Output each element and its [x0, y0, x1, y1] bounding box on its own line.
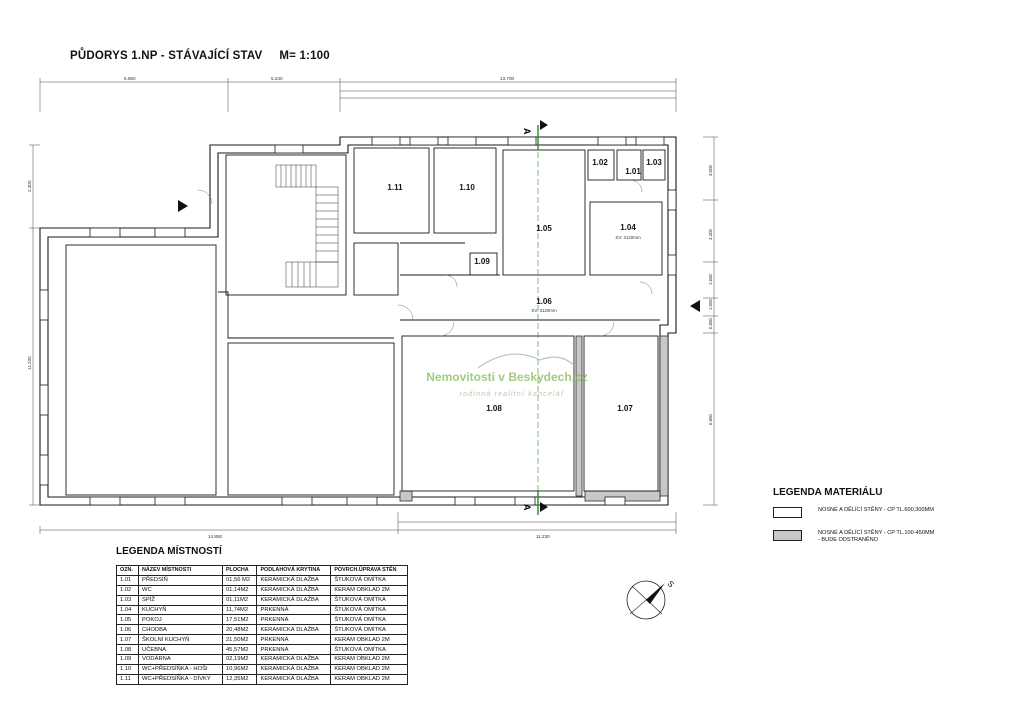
- room-legend-cell: 1.10: [117, 664, 139, 674]
- room-legend-cell: KERAMICKÁ DLAŽBA: [257, 575, 331, 585]
- room-legend-cell: PRKENNÁ: [257, 605, 331, 615]
- material-item-2-line-1: NOSNÉ A DĚLÍCÍ STĚNY - CP TL.100-450MM: [818, 530, 935, 536]
- room-legend-row: [117, 595, 408, 605]
- room-legend-cell: 1.01: [117, 575, 139, 585]
- room-legend-row: [117, 645, 408, 655]
- dim-bottom-1: 14.850: [208, 534, 223, 539]
- room-1-08-label: 1.08: [486, 404, 502, 413]
- room-legend-cell: KERAMICKÁ DLAŽBA: [257, 655, 331, 665]
- room-legend-row: [117, 664, 408, 674]
- room-legend-cell: 01,56 M2: [222, 575, 257, 585]
- material-legend-title: LEGENDA MATERIÁLU: [773, 487, 883, 498]
- room-legend-cell: ŠTUKOVÁ OMÍTKA: [331, 625, 408, 635]
- bottom-dimension-lines: [40, 512, 676, 534]
- material-swatch-grey: [773, 530, 802, 541]
- room-legend-title: LEGENDA MÍSTNOSTÍ: [116, 546, 222, 557]
- dim-left-1: 2.300: [27, 180, 32, 192]
- room-legend-row: [117, 615, 408, 625]
- dim-right-2: 3.300: [708, 229, 713, 240]
- room-legend-cell: KERAMICKÁ DLAŽBA: [257, 585, 331, 595]
- room-legend-cell: 21,50M2: [222, 635, 257, 645]
- room-legend-cell: KERAMICKÁ DLAŽBA: [257, 674, 331, 684]
- room-legend-cell: KERAM OBKLAD 2M: [331, 674, 408, 684]
- room-legend-cell: ŠTUKOVÁ OMÍTKA: [331, 595, 408, 605]
- room-legend-cell: 1.06: [117, 625, 139, 635]
- removable-walls: [400, 336, 668, 501]
- room-legend-row: [117, 674, 408, 684]
- room-legend-cell: SPÍŽ: [139, 595, 223, 605]
- top-dimension-texts: [124, 76, 514, 81]
- north-label: S: [665, 579, 676, 590]
- watermark: [426, 354, 587, 398]
- room-legend-cell: 1.08: [117, 645, 139, 655]
- room-legend-cell: KERAMICKÁ DLAŽBA: [257, 664, 331, 674]
- room-legend-cell: PRKENNÁ: [257, 635, 331, 645]
- header-code: OZN.: [117, 566, 139, 576]
- room-1-02-label: 1.02: [592, 158, 608, 167]
- room-legend-cell: 1.11: [117, 674, 139, 684]
- room-legend-cell: ŠTUKOVÁ OMÍTKA: [331, 615, 408, 625]
- room-legend-table: [116, 565, 408, 685]
- section-label-bottom: A: [522, 504, 532, 511]
- room-legend-cell: 12,35M2: [222, 674, 257, 684]
- room-legend-cell: ŠTUKOVÁ OMÍTKA: [331, 605, 408, 615]
- room-1-03-label: 1.03: [646, 158, 662, 167]
- room-legend-row: [117, 575, 408, 585]
- north-arrow-icon: [627, 579, 676, 619]
- room-legend-cell: UČEBNA: [139, 645, 223, 655]
- dim-top-1: 6.650: [124, 76, 136, 81]
- room-legend-cell: 10,96M2: [222, 664, 257, 674]
- section-arrow-bottom-icon: [540, 502, 548, 512]
- room-legend-row: [117, 625, 408, 635]
- room-1-06-label: 1.06: [536, 297, 552, 306]
- staircase: [276, 165, 338, 287]
- watermark-subtitle: rodinná realitní kancelář: [459, 391, 565, 398]
- dim-right-6: 6.850: [708, 414, 713, 425]
- room-legend-cell: KERAM OBKLAD 2M: [331, 585, 408, 595]
- room-legend-cell: ŠTUKOVÁ OMÍTKA: [331, 575, 408, 585]
- room-legend-cell: 45,57M2: [222, 645, 257, 655]
- room-legend-row: [117, 655, 408, 665]
- dim-right-5: 0.850: [708, 318, 713, 329]
- header-floor: PODLAHOVÁ KRYTINA: [257, 566, 331, 576]
- dim-right-3: 1.650: [708, 274, 713, 285]
- room-legend-row: [117, 585, 408, 595]
- room-legend-cell: KUCHYŇ: [139, 605, 223, 615]
- dim-top-3: 13.700: [500, 76, 515, 81]
- room-legend-cell: 1.03: [117, 595, 139, 605]
- room-legend-cell: KERAMICKÁ DLAŽBA: [257, 625, 331, 635]
- room-legend-cell: WC+PŘEDSÍŇKA - HOŠI: [139, 664, 223, 674]
- room-legend-cell: 1.02: [117, 585, 139, 595]
- room-1-04-label: 1.04: [620, 223, 636, 232]
- room-1-01-label: 1.01: [625, 167, 641, 176]
- room-legend-cell: PRKENNÁ: [257, 645, 331, 655]
- room-legend-cell: ŠKOLNÍ KUCHYŇ: [139, 635, 223, 645]
- header-area: PLOCHA: [222, 566, 257, 576]
- section-arrow-top-icon: [540, 120, 548, 130]
- room-legend-row: [117, 605, 408, 615]
- material-item-2-line-2: - BUDE ODSTRANĚNO: [818, 537, 878, 543]
- right-dimension-texts: [708, 164, 713, 425]
- room-legend-cell: 1.05: [117, 615, 139, 625]
- room-legend-cell: KERAM OBKLAD 2M: [331, 635, 408, 645]
- room-legend-cell: WC: [139, 585, 223, 595]
- room-legend-cell: 20,48M2: [222, 625, 257, 635]
- room-1-04-note: SV: 3120mm: [615, 235, 641, 240]
- dim-right-4: 1.000: [708, 299, 713, 310]
- drawing-title: PŮDORYS 1.NP - STÁVAJÍCÍ STAV M= 1:100: [70, 50, 330, 62]
- header-walls: POVRCH.ÚPRAVA STĚN: [331, 566, 408, 576]
- material-item-removable: [773, 530, 968, 544]
- room-1-10-label: 1.10: [459, 183, 475, 192]
- room-legend-cell: POKOJ: [139, 615, 223, 625]
- room-legend-cell: VODÁRNA: [139, 655, 223, 665]
- room-legend-cell: 1.07: [117, 635, 139, 645]
- room-legend-cell: 02,19M2: [222, 655, 257, 665]
- dim-right-1: 3.000: [708, 165, 713, 176]
- entry-arrow-right-icon: [690, 300, 700, 312]
- room-legend-cell: 01,11M2: [222, 595, 257, 605]
- dim-bottom-2: 11.230: [536, 534, 550, 539]
- material-item-1-line-1: NOSNÉ A DĚLÍCÍ STĚNY - CP TL.600,300MM: [818, 507, 934, 513]
- room-1-07-label: 1.07: [617, 404, 633, 413]
- room-1-11-label: 1.11: [387, 183, 403, 192]
- room-legend-cell: CHODBA: [139, 625, 223, 635]
- room-legend-cell: ŠTUKOVÁ OMÍTKA: [331, 645, 408, 655]
- watermark-name: Nemovitosti v Beskydech.cz: [426, 370, 588, 384]
- material-item-load-bearing: [773, 507, 968, 518]
- section-line-a: [522, 120, 548, 515]
- section-label-top: A: [522, 128, 532, 135]
- room-legend-cell: 1.09: [117, 655, 139, 665]
- entry-arrow-left-icon: [178, 200, 188, 212]
- room-1-05-label: 1.05: [536, 224, 552, 233]
- room-legend-cell: 11,74M2: [222, 605, 257, 615]
- room-1-09-label: 1.09: [474, 257, 490, 266]
- room-legend-cell: PRKENNÁ: [257, 615, 331, 625]
- room-legend-cell: PŘEDSÍŇ: [139, 575, 223, 585]
- left-dimension-lines: [29, 145, 40, 505]
- dim-left-2: 11.200: [27, 356, 32, 370]
- interior-walls: [66, 148, 665, 495]
- room-legend-cell: 01,14M2: [222, 585, 257, 595]
- header-name: NÁZEV MÍSTNOSTI: [139, 566, 223, 576]
- room-legend-header: [117, 566, 408, 576]
- room-legend-cell: WC+PŘEDSÍŇKA - DÍVKY: [139, 674, 223, 684]
- room-legend-cell: KERAM OBKLAD 2M: [331, 664, 408, 674]
- dim-top-2: 5.230: [271, 76, 283, 81]
- room-1-06-note: SV: 3120mm: [531, 308, 557, 313]
- room-legend-cell: 17,51M2: [222, 615, 257, 625]
- room-legend-cell: KERAM OBKLAD 2M: [331, 655, 408, 665]
- room-legend-cell: 1.04: [117, 605, 139, 615]
- material-swatch-white: [773, 507, 802, 518]
- door-swings: [198, 180, 652, 336]
- room-legend-cell: KERAMICKÁ DLAŽBA: [257, 595, 331, 605]
- room-legend-row: [117, 635, 408, 645]
- top-dimension-lines: [40, 78, 676, 112]
